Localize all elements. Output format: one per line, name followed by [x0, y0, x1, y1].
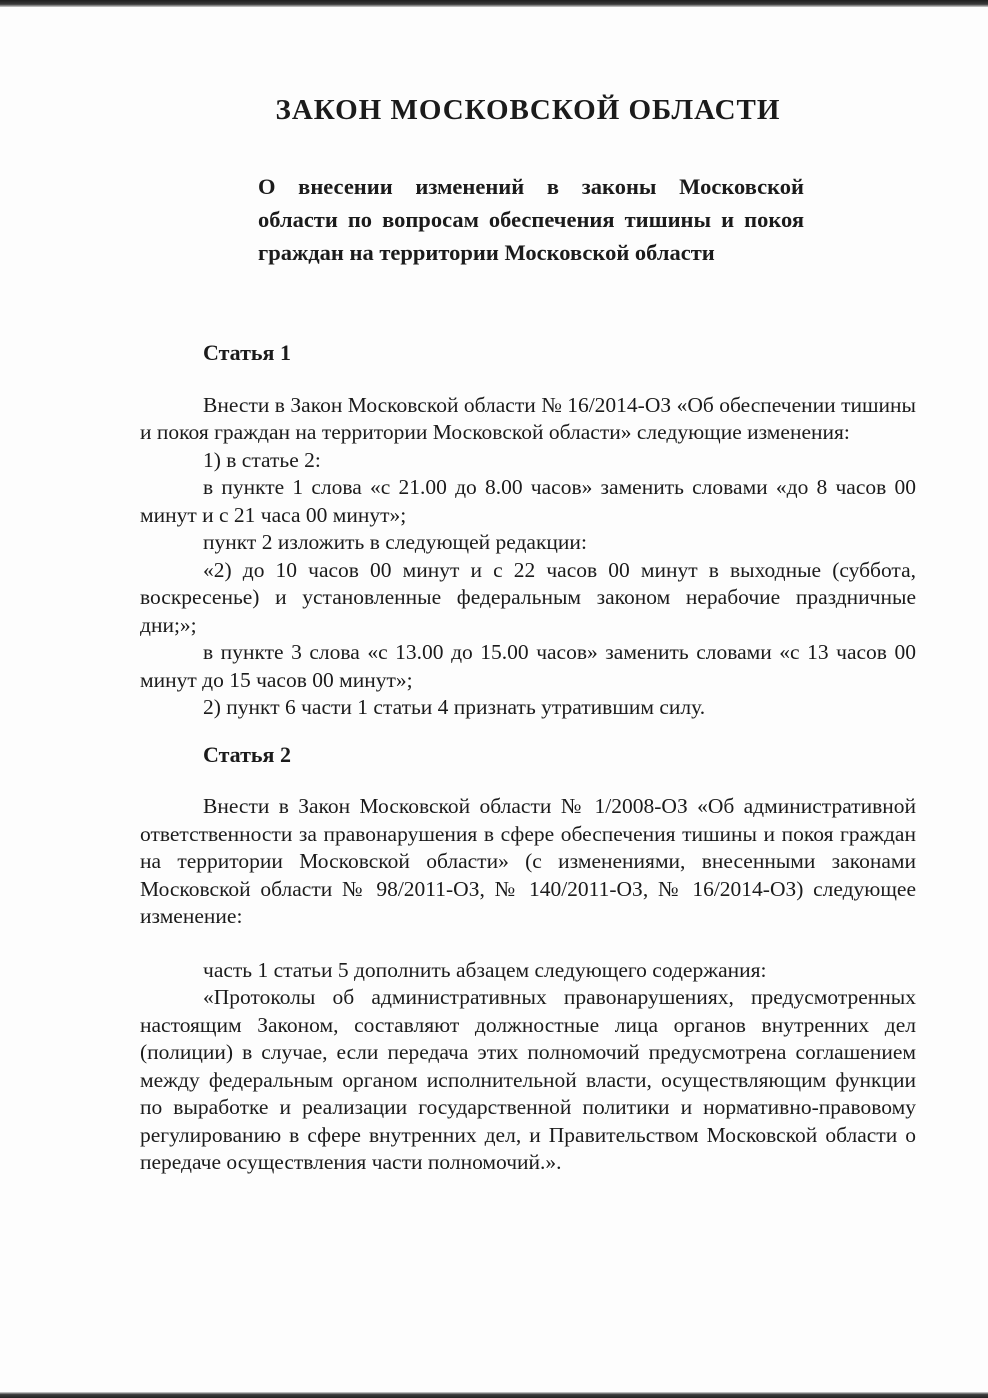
article-2-paragraph: «Протоколы об административных правонарушениях, предусмотренных настоящим Законом, составляют должностные лица органов внутренних дел (полиции) в случае, если передача этих полномочий предусмотрена соглашением между федеральным органом исполнительной власти, осуществляющим функции по выработке и реализации государственной политики и нормативно-правовому регулированию в сфере внутренних дел, и Правительством Московской области о передаче осуществления части полномочий.».	[140, 985, 916, 1174]
article-2-paragraph: часть 1 статьи 5 дополнить абзацем следующего содержания:	[203, 957, 767, 982]
scan-edge-bottom	[0, 1392, 988, 1398]
article-1-paragraph: пункт 2 изложить в следующей редакции:	[203, 530, 587, 554]
document-title: ЗАКОН МОСКОВСКОЙ ОБЛАСТИ	[275, 94, 781, 126]
scan-edge-top	[0, 0, 988, 7]
article-1-heading: Статья 1	[203, 340, 291, 365]
article-1-paragraph: в пункте 3 слова «с 13.00 до 15.00 часов» заменить словами «с 13 часов 00 минут до 15 часов 00 минут»;	[140, 640, 916, 692]
article-1-paragraph: «2) до 10 часов 00 минут и с 22 часов 00 минут в выходные (суббота, воскресенье) и установленные федеральным законом нерабочие праздничные дни;»;	[140, 557, 916, 637]
document-subtitle: О внесении изменений в законы Московской области по вопросам обеспечения тишины и покоя граждан на территории Московской области	[258, 174, 804, 265]
article-2-paragraph: Внести в Закон Московской области № 1/2008-ОЗ «Об административной ответственности за правонарушения в сфере обеспечения тишины и покоя граждан на территории Московской области» (с изменениями, внесенными законами Московской области № 98/2011-ОЗ, № 140/2011-ОЗ, № 16/2014-ОЗ) следующее изменение:	[140, 794, 916, 928]
article-1-paragraph: Внести в Закон Московской области № 16/2014-ОЗ «Об обеспечении тишины и покоя граждан на территории Московской области» следующие изменения:	[140, 392, 916, 444]
document-content	[140, 0, 916, 1177]
article-1-paragraph: в пункте 1 слова «с 21.00 до 8.00 часов» заменить словами «до 8 часов 00 минут и с 21 часа 00 минут»;	[140, 475, 916, 527]
article-1-paragraph: 1) в статье 2:	[203, 447, 321, 472]
article-1-paragraph: 2) пункт 6 части 1 статьи 4 признать утратившим силу.	[203, 695, 706, 719]
article-2-heading: Статья 2	[203, 741, 291, 767]
